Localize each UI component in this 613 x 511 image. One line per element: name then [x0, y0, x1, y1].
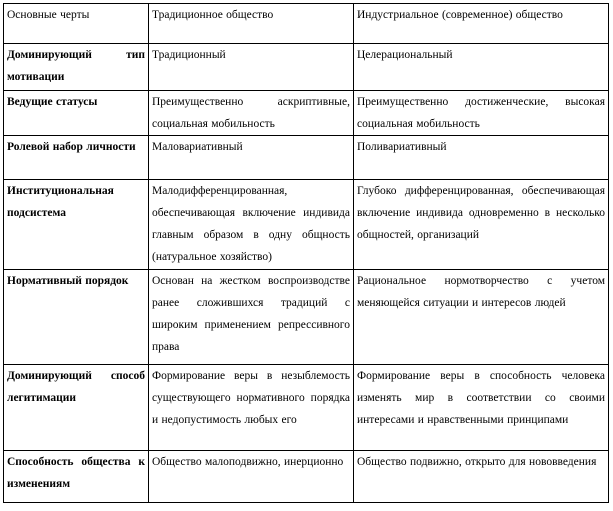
cell-industrial-roles: Поливариативный [354, 136, 609, 180]
cell-traditional-motivation: Традиционный [149, 44, 354, 91]
row-feature-roles: Ролевой набор личности [4, 136, 149, 180]
table-row [4, 136, 609, 180]
cell-industrial-change: Общество подвижно, открыто для нововведения [354, 451, 609, 503]
row-feature-motivation: Доминирующий тип мотивации [4, 44, 149, 91]
cell-traditional-normative: Основан на жестком воспроизводстве ранее сложившихся традиций с широким применением репрессивного права [149, 270, 354, 365]
row-feature-institutional: Институциональная подсистема [4, 180, 149, 270]
table-row [4, 44, 609, 91]
header-industrial: Индустриальное (современное) общество [354, 4, 609, 44]
cell-industrial-statuses: Преимущественно достиженческие, высокая социальная мобильность [354, 91, 609, 136]
row-feature-legitimation: Доминирующий способ легитимации [4, 365, 149, 451]
cell-traditional-legitimation: Формирование веры в незыблемость существующего нормативного порядка и недопустимость любых его [149, 365, 354, 451]
row-feature-statuses: Ведущие статусы [4, 91, 149, 136]
header-row [4, 4, 609, 44]
cell-industrial-motivation: Целерациональный [354, 44, 609, 91]
header-features: Основные черты [4, 4, 149, 44]
cell-traditional-roles: Маловариативный [149, 136, 354, 180]
cell-traditional-change: Общество малоподвижно, инерционно [149, 451, 354, 503]
cell-industrial-normative: Рациональное нормотворчество с учетом меняющейся ситуации и интересов людей [354, 270, 609, 365]
table-row [4, 180, 609, 270]
table-row [4, 451, 609, 503]
cell-industrial-institutional: Глубоко дифференцированная, обеспечивающая включение индивида одновременно в несколько общностей, организаций [354, 180, 609, 270]
row-feature-change: Способность общества к изменениям [4, 451, 149, 503]
header-traditional: Традиционное общество [149, 4, 354, 44]
cell-traditional-institutional: Малодифференцированная, обеспечивающая включение индивида главным образом в одну общность (натуральное хозяйство) [149, 180, 354, 270]
comparison-table [3, 3, 609, 503]
cell-industrial-legitimation: Формирование веры в способность человека изменять мир в соответствии со своими интересами и нравственными принципами [354, 365, 609, 451]
table-row [4, 91, 609, 136]
table-row [4, 270, 609, 365]
table-row [4, 365, 609, 451]
cell-traditional-statuses: Преимущественно аскриптивные, социальная мобильность [149, 91, 354, 136]
row-feature-normative: Нормативный порядок [4, 270, 149, 365]
